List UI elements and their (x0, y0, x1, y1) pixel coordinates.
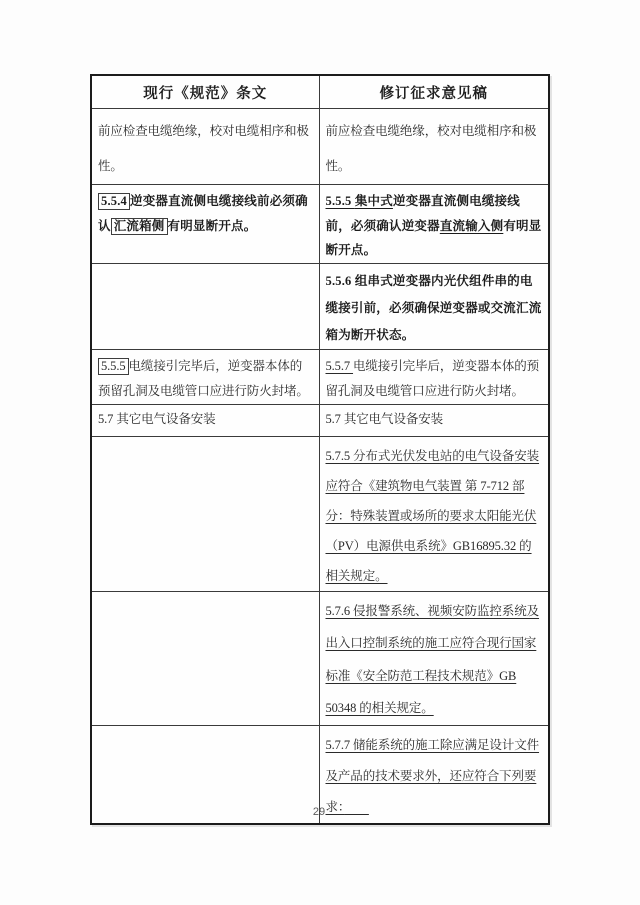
table-row (91, 185, 549, 264)
table-row (91, 349, 549, 404)
revision-comparison-table (90, 74, 550, 825)
table-row (91, 436, 549, 591)
table-header-row (91, 75, 549, 109)
cell-text: 前应检查电缆绝缘，校对电缆相序和极性。 (325, 124, 537, 173)
cell-text: 有明显断开点。 (167, 218, 257, 233)
cell-text: 电缆接引完毕后，逆变器本体的预留孔洞及电缆管口应进行防火封堵。 (98, 358, 309, 398)
table-row (91, 591, 549, 725)
column-header-current-provisions: 现行《规范》条文 (91, 75, 319, 109)
added-text-underlined: 5.5.7 (325, 358, 354, 373)
column-header-revised-draft: 修订征求意见稿 (319, 75, 549, 109)
added-text-underlined: 5.7.7 储能系统的施工除应满足设计文件及产品的技术要求外，还应符合下列要求： (325, 737, 540, 814)
table-row (91, 404, 549, 436)
cell-current-empty (91, 436, 319, 591)
added-text-underlined: 集中式 (354, 194, 393, 208)
deleted-text-boxed: 汇流箱侧 (111, 218, 168, 235)
cell-revised-5-7-5 (319, 436, 549, 591)
added-text-underlined: 直流输入侧 (439, 218, 504, 233)
cell-revised-5-5-5 (319, 185, 549, 264)
cell-text: 前应检查电缆绝缘，校对电缆相序和极性。 (98, 124, 309, 173)
table-row (91, 109, 549, 185)
cell-text: 5.7 其它电气设备安装 (325, 411, 444, 426)
added-text-underlined: 5.7.5 分布式光伏发电站的电气设备安装应符合《建筑物电气装置 第 7-712 部分：特殊装置或场所的要求太阳能光伏（PV）电源供电系统》GB16895.32 的相关规定。 (325, 448, 540, 583)
deleted-text-boxed: 5.5.5 (98, 358, 129, 375)
table-row (91, 263, 549, 349)
cell-text: 有明显断开点。 (325, 218, 542, 257)
cell-revised-continuation (319, 109, 549, 185)
cell-current-empty (91, 591, 319, 725)
cell-revised-5-7 (319, 404, 549, 436)
cell-revised-5-5-6 (319, 263, 549, 349)
page-number: 29 (312, 806, 326, 818)
cell-revised-5-7-6 (319, 591, 549, 725)
cell-current-5-5-4 (91, 185, 319, 264)
added-text-underlined: 5.5.5 (325, 194, 355, 208)
cell-text: 5.5.6 组串式逆变器内光伏组件串的电缆接引前，必须确保逆变器或交流汇流箱为断开状态。 (325, 273, 542, 342)
cell-text: 5.7 其它电气设备安装 (98, 411, 216, 426)
cell-text: 电缆接引完毕后，逆变器本体的预留孔洞及电缆管口应进行防火封堵。 (325, 358, 540, 398)
cell-revised-5-5-7 (319, 349, 549, 404)
cell-current-empty (91, 263, 319, 349)
cell-current-5-7 (91, 404, 319, 436)
cell-text: 逆变器直流侧电缆接线前必须确认 (98, 194, 308, 233)
cell-text: 逆变器直流侧电缆接线前，必须确认逆变器 (325, 194, 520, 233)
cell-current-continuation (91, 109, 319, 185)
added-text-underlined: 5.7.6 侵报警系统、视频安防监控系统及出入口控制系统的施工应符合现行国家标准《安全防范工程技术规范》GB 50348 的相关规定。 (325, 603, 540, 715)
cell-current-5-5-5 (91, 349, 319, 404)
deleted-text-boxed: 5.5.4 (98, 193, 130, 210)
